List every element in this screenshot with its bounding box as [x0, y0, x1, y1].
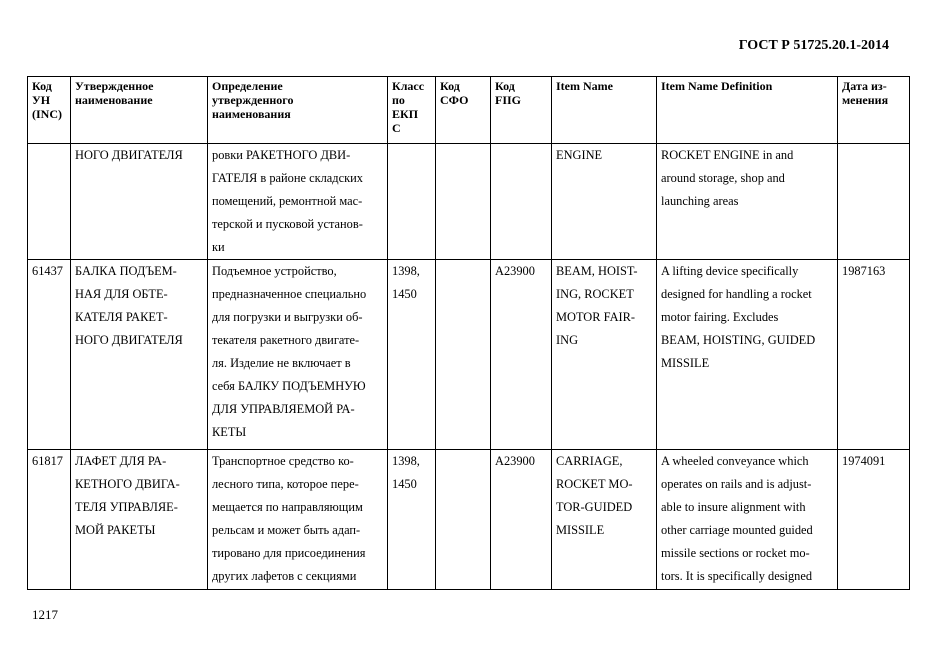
- cell-line: Транспортное средство ко-: [212, 454, 354, 468]
- cell-line: MOTOR FAIR-: [556, 310, 636, 324]
- column-header: [208, 77, 388, 144]
- cell-item-def: [657, 260, 838, 450]
- cell-fiig: [491, 144, 552, 260]
- cell-name: [71, 260, 208, 450]
- cell-date: [838, 450, 910, 590]
- cell-line: BEAM, HOIST-: [556, 264, 638, 278]
- cell-line: missile sections or rocket mo-: [661, 546, 810, 560]
- cell-fiig: [491, 450, 552, 590]
- cell-line: able to insure alignment with: [661, 500, 806, 514]
- cell-line: лесного типа, которое пере-: [212, 477, 359, 491]
- column-header-line: Код: [440, 79, 460, 93]
- cell-line: других лафетов с секциями: [212, 569, 357, 583]
- cell-line: tors. It is specifically designed: [661, 569, 813, 583]
- column-header: [388, 77, 436, 144]
- cell-item-def: [657, 144, 838, 260]
- column-header: [436, 77, 491, 144]
- cell-line: 1398,: [392, 264, 420, 278]
- cell-line: 1398,: [392, 454, 420, 468]
- cell-line: текателя ракетного двигате-: [212, 333, 360, 347]
- cell-line: MISSILE: [661, 356, 710, 370]
- cell-line: 1974091: [842, 454, 886, 468]
- cell-line: мещается по направляющим: [212, 500, 363, 514]
- cell-definition: [208, 144, 388, 260]
- column-header: [28, 77, 71, 144]
- cell-line: ДЛЯ УПРАВЛЯЕМОЙ РА-: [212, 402, 355, 416]
- cell-item-def: [657, 450, 838, 590]
- cell-line: CARRIAGE,: [556, 454, 623, 468]
- cell-line: ROCKET ENGINE in and: [661, 148, 794, 162]
- table-row: [28, 450, 910, 590]
- cell-line: ГАТЕЛЯ в районе складских: [212, 171, 363, 185]
- cell-line: operates on rails and is adjust-: [661, 477, 812, 491]
- cell-item-name: [552, 144, 657, 260]
- cell-line: 61437: [32, 264, 63, 278]
- cell-date: [838, 144, 910, 260]
- column-header-line: по: [392, 93, 405, 107]
- cell-line: ТЕЛЯ УПРАВЛЯЕ-: [75, 500, 178, 514]
- cell-line: TOR-GUIDED: [556, 500, 633, 514]
- cell-line: ЛАФЕТ ДЛЯ РА-: [75, 454, 167, 468]
- column-header-line: наименования: [212, 107, 291, 121]
- column-header-line: Код: [32, 79, 52, 93]
- table-row: [28, 260, 910, 450]
- cell-line: ля. Изделие не включает в: [212, 356, 351, 370]
- page-number: 1217: [32, 607, 58, 622]
- column-header-line: утвержденного: [212, 93, 294, 107]
- cell-line: A23900: [495, 264, 535, 278]
- cell-sfo: [436, 450, 491, 590]
- column-header-line: Утвержденное: [75, 79, 154, 93]
- cell-line: BEAM, HOISTING, GUIDED: [661, 333, 816, 347]
- column-header-line: наименование: [75, 93, 153, 107]
- cell-line: КЕТНОГО ДВИГА-: [75, 477, 180, 491]
- cell-item-name: [552, 260, 657, 450]
- cell-line: motor fairing. Excludes: [661, 310, 779, 324]
- cell-class: [388, 144, 436, 260]
- cell-line: launching areas: [661, 194, 739, 208]
- cell-sfo: [436, 260, 491, 450]
- cell-line: designed for handling a rocket: [661, 287, 812, 301]
- cell-line: себя БАЛКУ ПОДЪЕМНУЮ: [212, 379, 366, 393]
- cell-line: предназначенное специально: [212, 287, 367, 301]
- column-header-line: Определение: [212, 79, 283, 93]
- column-header: [657, 77, 838, 144]
- cell-definition: [208, 450, 388, 590]
- column-header-line: УН: [32, 93, 51, 107]
- table-row: [28, 144, 910, 260]
- column-header-line: Item Name Definition: [661, 79, 773, 93]
- column-header-line: Дата из-: [842, 79, 887, 93]
- cell-line: ING, ROCKET: [556, 287, 634, 301]
- cell-line: A23900: [495, 454, 535, 468]
- column-header-line: Код: [495, 79, 515, 93]
- column-header: [838, 77, 910, 144]
- cell-date: [838, 260, 910, 450]
- cell-item-name: [552, 450, 657, 590]
- catalog-table: [27, 76, 910, 590]
- cell-line: помещений, ремонтной мас-: [212, 194, 363, 208]
- cell-line: тировано для присоединения: [212, 546, 366, 560]
- cell-line: ING: [556, 333, 579, 347]
- column-header: [71, 77, 208, 144]
- table-body: [28, 144, 910, 590]
- cell-line: НОГО ДВИГАТЕЛЯ: [75, 148, 183, 162]
- cell-line: МОЙ РАКЕТЫ: [75, 523, 156, 537]
- cell-line: БАЛКА ПОДЪЕМ-: [75, 264, 177, 278]
- cell-line: MISSILE: [556, 523, 605, 537]
- cell-line: ки: [212, 240, 225, 254]
- cell-line: Подъемное устройство,: [212, 264, 337, 278]
- cell-line: НАЯ ДЛЯ ОБТЕ-: [75, 287, 168, 301]
- cell-line: A wheeled conveyance which: [661, 454, 809, 468]
- cell-line: 61817: [32, 454, 63, 468]
- cell-class: [388, 450, 436, 590]
- cell-definition: [208, 260, 388, 450]
- cell-name: [71, 450, 208, 590]
- column-header-line: менения: [842, 93, 889, 107]
- cell-line: терской и пусковой установ-: [212, 217, 363, 231]
- cell-line: рельсам и может быть адап-: [212, 523, 361, 537]
- column-header-line: С: [392, 121, 401, 135]
- column-header-line: Item Name: [556, 79, 613, 93]
- table-header-row: [28, 77, 910, 144]
- cell-line: КАТЕЛЯ РАКЕТ-: [75, 310, 168, 324]
- cell-inc: [28, 144, 71, 260]
- cell-line: 1450: [392, 477, 417, 491]
- cell-inc: [28, 260, 71, 450]
- cell-line: A lifting device specifically: [661, 264, 799, 278]
- cell-name: [71, 144, 208, 260]
- cell-inc: [28, 450, 71, 590]
- cell-line: ровки РАКЕТНОГО ДВИ-: [212, 148, 351, 162]
- cell-line: ENGINE: [556, 148, 603, 162]
- column-header-line: ЕКП: [392, 107, 419, 121]
- cell-line: 1987163: [842, 264, 886, 278]
- cell-line: around storage, shop and: [661, 171, 785, 185]
- cell-line: other carriage mounted guided: [661, 523, 813, 537]
- cell-line: для погрузки и выгрузки об-: [212, 310, 363, 324]
- cell-fiig: [491, 260, 552, 450]
- cell-line: 1450: [392, 287, 417, 301]
- cell-line: КЕТЫ: [212, 425, 247, 439]
- cell-sfo: [436, 144, 491, 260]
- column-header: [491, 77, 552, 144]
- cell-line: ROCKET MO-: [556, 477, 633, 491]
- document-code: ГОСТ Р 51725.20.1-2014: [738, 38, 889, 53]
- column-header-line: СФО: [440, 93, 469, 107]
- column-header-line: FIIG: [495, 93, 522, 107]
- cell-line: НОГО ДВИГАТЕЛЯ: [75, 333, 183, 347]
- column-header: [552, 77, 657, 144]
- column-header-line: Класс: [392, 79, 425, 93]
- cell-class: [388, 260, 436, 450]
- column-header-line: (INC): [32, 107, 62, 121]
